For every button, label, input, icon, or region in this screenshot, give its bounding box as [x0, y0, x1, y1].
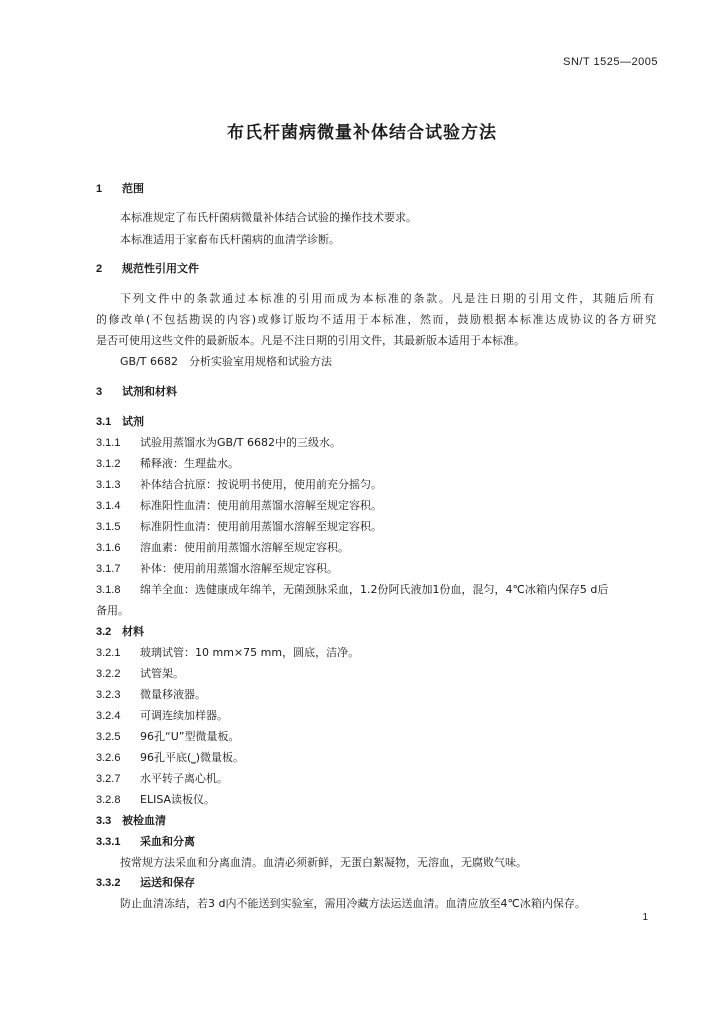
section-1-paragraph-2: 本标准适用于家畜布氏杆菌病的血清学诊断。	[120, 233, 340, 246]
list-item-continuation: 备用。	[96, 604, 129, 617]
section-1-heading: 1 范围	[96, 182, 144, 195]
list-item: 3.1.6 溶血素：使用前用蒸馏水溶解至规定容积。	[96, 541, 349, 554]
section-3-3-heading: 3.3 被检血清	[96, 814, 166, 827]
page-number: 1	[642, 912, 648, 923]
list-item: 3.2.8 ELISA读板仪。	[96, 793, 216, 806]
list-item: 3.1.5 标准阴性血清：使用前用蒸馏水溶解至规定容积。	[96, 520, 382, 533]
section-3-3-2-text: 防止血清冻结，若3 d内不能送到实验室，需用冷藏方法运送血清。血清应放至4℃冰箱内保存。	[120, 897, 586, 910]
section-2-paragraph-line-1: 下列文件中的条款通过本标准的引用而成为本标准的条款。凡是注日期的引用文件，其随后所有	[120, 292, 654, 305]
section-3-heading: 3 试剂和材料	[96, 385, 177, 398]
list-item: 3.2.1 玻璃试管：10 mm×75 mm，圆底，洁净。	[96, 646, 360, 659]
list-item: 3.2.3 微量移液器。	[96, 688, 206, 701]
section-3-3-1-text: 按常规方法采血和分离血清。血清必须新鲜，无蛋白絮凝物，无溶血，无腐败气味。	[120, 856, 527, 869]
list-item: 3.1.2 稀释液：生理盐水。	[96, 457, 239, 470]
list-item: 3.2.5 96孔“U”型微量板。	[96, 730, 240, 743]
list-item: 3.2.7 水平转子离心机。	[96, 772, 228, 785]
document-title: 布氏杆菌病微量补体结合试验方法	[227, 123, 497, 143]
section-3-2-heading: 3.2 材料	[96, 625, 144, 638]
section-3-3-2-heading: 3.3.2 运送和保存	[96, 876, 195, 889]
list-item: 3.2.4 可调连续加样器。	[96, 709, 228, 722]
list-item: 3.1.8 绵羊全血：选健康成年绵羊，无菌颈脉采血，1.2份阿氏液加1份血，混匀，4℃冰箱内保存5 d后	[96, 583, 609, 596]
list-item: 3.1.3 补体结合抗原：按说明书使用，使用前充分摇匀。	[96, 478, 382, 491]
section-2-paragraph-line-3: 是否可使用这些文件的最新版本。凡是不注日期的引用文件，其最新版本适用于本标准。	[96, 334, 525, 347]
section-1-paragraph-1: 本标准规定了布氏杆菌病微量补体结合试验的操作技术要求。	[120, 211, 417, 224]
list-item: 3.1.7 补体：使用前用蒸馏水溶解至规定容积。	[96, 562, 338, 575]
list-item: 3.2.2 试管架。	[96, 667, 184, 680]
section-2-paragraph-line-2: 的修改单(不包括勘误的内容)或修订版均不适用于本标准，然而，鼓励根据本标准达成协议的各方研究	[96, 313, 656, 326]
list-item: 3.2.6 96孔平底(⎵)微量板。	[96, 751, 244, 764]
normative-reference: GB/T 6682 分析实验室用规格和试验方法	[120, 355, 332, 368]
section-3-3-1-heading: 3.3.1 采血和分离	[96, 835, 195, 848]
section-2-heading: 2 规范性引用文件	[96, 262, 199, 275]
list-item: 3.1.4 标准阳性血清：使用前用蒸馏水溶解至规定容积。	[96, 499, 382, 512]
standard-code: SN/T 1525—2005	[563, 56, 658, 68]
section-3-1-heading: 3.1 试剂	[96, 415, 144, 428]
list-item: 3.1.1 试验用蒸馏水为GB/T 6682中的三级水。	[96, 436, 341, 449]
